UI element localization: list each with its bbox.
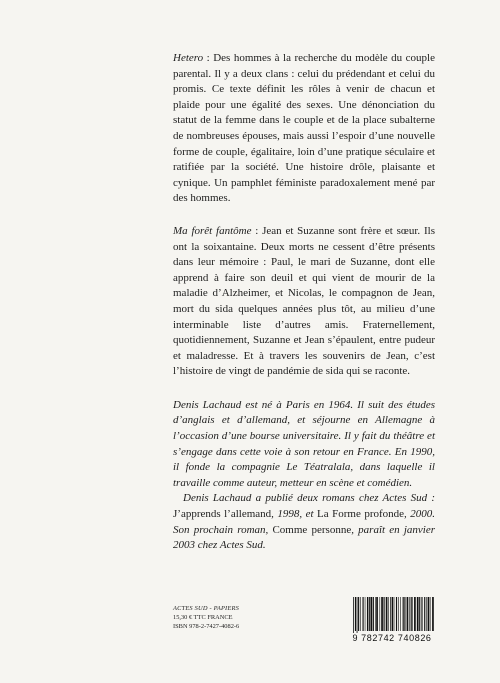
barcode-bar <box>394 597 395 631</box>
barcode-bar <box>381 597 383 631</box>
barcode-bar <box>386 597 388 631</box>
author-bio <box>173 398 435 492</box>
barcode-bar <box>390 597 391 631</box>
works-year-1: , 1998, et <box>271 508 318 521</box>
works-release: , paraît en janvier 2003 chez Actes Sud. <box>173 523 435 552</box>
barcode-bar <box>414 597 416 631</box>
isbn: ISBN 978-2-7427-4082-6 <box>173 623 240 630</box>
work-title-3: Comme personne <box>272 523 352 536</box>
barcode-bar <box>380 597 381 631</box>
publisher-imprint: ACTES SUD - PAPIERS <box>173 605 239 612</box>
barcode <box>347 597 437 643</box>
barcode-bar <box>375 597 376 631</box>
works-year-2: , 2000. Son prochain roman, <box>173 508 436 536</box>
publisher-info <box>173 604 239 631</box>
barcode-bar <box>365 597 366 631</box>
barcode-bar <box>358 597 359 631</box>
barcode-bar <box>411 597 412 631</box>
barcode-bar <box>419 597 420 631</box>
barcode-bar <box>388 597 389 631</box>
barcode-bar <box>357 597 358 637</box>
barcode-bar <box>424 597 425 631</box>
barcode-digits: 9 782742 740826 <box>347 633 437 643</box>
foret-title: Ma forêt fantôme <box>173 224 252 237</box>
barcode-bar <box>432 597 434 631</box>
author-bio-text: Denis Lachaud est né à Paris en 1964. Il suit des études d’anglais et d’allemand, et séjourne en Allemagne à l’occasion d’une bourse universitaire. Il y fait du théâtre et s’engage dans cette voie à son retour en France. En 1990, il fonde la compagnie Le Téatralala, dans laquelle il travaille comme auteur, metteur en scène et comédien. <box>173 398 435 489</box>
foret-text: : Jean et Suzanne sont frère et sœur. Ils ont la soixantaine. Deux morts ne cessent d’être présents dans leur mémoire : Paul, le mari de Suzanne, dont elle apprend à faire son deuil et qui vient de mourir de la maladie d’Alzheimer, et Nicolas, le compagnon de Jean, mort du sida quelques années plus tôt, au milieu d’une interminable liste d’autres amis. Fraternellement, quotidiennement, Suzanne et Jean s’épaulent, entre pudeur et maladresse. Et à travers les souvenirs de Jean, c’est l’histoire de vingt de pandémie de sida qui se raconte. <box>173 224 435 378</box>
barcode-bar <box>373 597 374 631</box>
barcode-bar <box>400 597 401 631</box>
hetero-text: : Des hommes à la recherche du modèle du couple parental. Il y a deux clans : celui du prédendant et celui du promis. Ce texte définit les rôles à venir de chacun et plaide pour une égalité des sexes. Une dénonciation du statut de la femme dans le couple et de la place subalterne de nombreuses épouses, mais aussi l’espoir d’une nouvelle forme de couple, égalitaire, loin d’une pratique séculaire et ratifiée par la société. Une histoire drôle, plaisante et cynique. Un pamphlet féministe paradoxalement mené par des hommes. <box>173 52 435 205</box>
barcode-bar <box>426 597 427 631</box>
barcode-bar <box>412 597 413 631</box>
barcode-bar <box>370 597 372 631</box>
hetero-title: Hetero <box>173 52 204 64</box>
work-title-1: J’apprends l’allemand <box>173 508 272 521</box>
barcode-bar <box>384 597 385 631</box>
foret-summary <box>173 224 435 380</box>
hetero-summary <box>173 51 435 207</box>
author-works <box>173 491 435 553</box>
barcode-bar <box>430 597 431 631</box>
barcode-bar <box>409 597 410 631</box>
barcode-bar <box>421 597 422 631</box>
barcode-bar <box>417 597 419 631</box>
barcode-bar <box>428 597 430 631</box>
barcode-bar <box>376 597 378 631</box>
barcode-bar <box>403 597 404 631</box>
barcode-bar <box>353 597 354 637</box>
barcode-icon <box>347 597 437 637</box>
work-title-2: La Forme profonde <box>317 508 405 521</box>
barcode-bar <box>398 597 399 631</box>
price: 15,30 € TTC FRANCE <box>173 614 233 621</box>
barcode-bar <box>407 597 409 631</box>
barcode-bar <box>355 597 356 631</box>
barcode-bar <box>369 597 370 631</box>
barcode-bar <box>367 597 368 631</box>
back-cover-text <box>173 51 435 554</box>
works-intro: Denis Lachaud a publié deux romans chez Actes Sud : <box>183 492 435 505</box>
barcode-bar <box>392 597 393 631</box>
barcode-bar <box>404 597 405 631</box>
barcode-bar <box>396 597 397 631</box>
barcode-bar <box>360 597 361 631</box>
barcode-bar <box>363 597 364 631</box>
